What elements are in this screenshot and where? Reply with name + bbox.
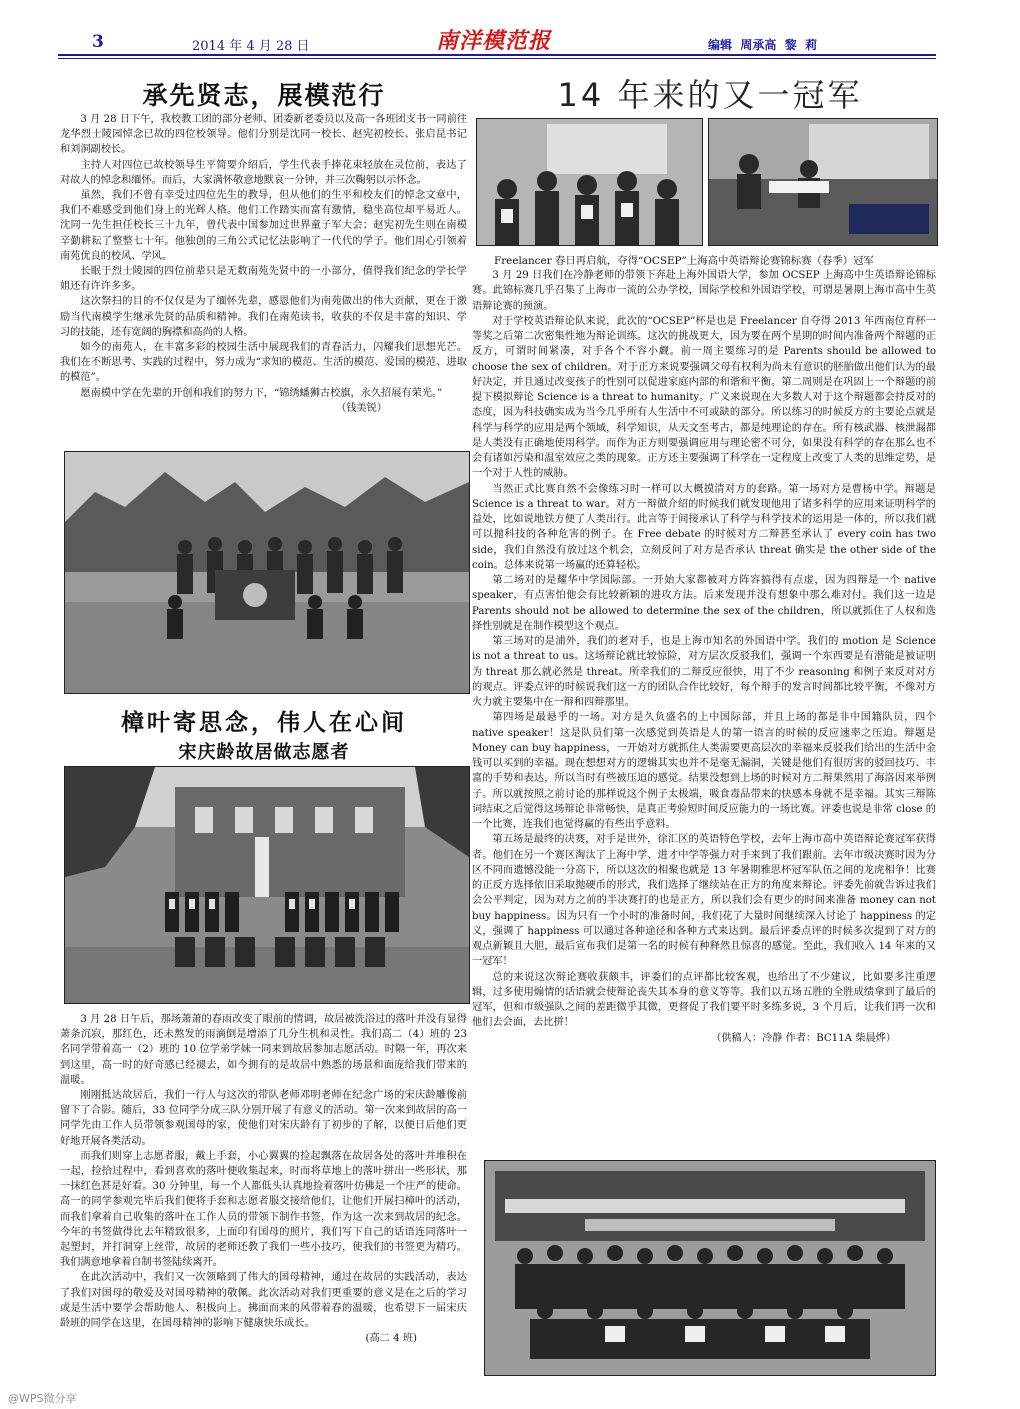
- article1-paragraph: 虽然，我们不曾有幸受过四位先生的教导，但从他们的生平和校友们的悼念文章中，我们不难感受到他们身上的光辉人格。他们工作踏实而富有激情，稳坐高位却平易近人。沈同一先生担任校长三十九年，曾代表中国参加过世界童子军大会；赵宪初先生则在南模辛勤耕耘了整整七十年。他独创的三角公式记忆法影响了一代代的学子。他们用心引领着南苑优良的校风、学风。: [60, 190, 467, 262]
- article3-paragraph: 总的来说这次辩论赛收获颇丰，评委们的点评都比较客观，也给出了不少建议，比如要多注重逻辑，过多使用煽情的话语就会使辩论丧失其本身的意义等等。我们以五场五胜的全胜成绩拿到了最后的冠军，但和市级强队之间的差距微乎其微，更督促了我们要平时多练多说，3 个月后，让我们再一次和他们去会面，去比拼！: [472, 971, 936, 1029]
- debate-chairperson-photo: [708, 118, 938, 246]
- article3-title: 14 年来的又一冠军: [557, 76, 863, 114]
- article2-paragraph: 而我们则穿上志愿者服，戴上手套，小心翼翼的捡起飘落在故居各处的落叶并堆积在一起，捡拾过程中，看到喜欢的落叶便收集起来，时而将草地上的落叶拼出一些形状，那一抹红色甚是好看。30 分钟里，每一个人都低头认真地捡着落叶仿佛是一个庄严的使命。高一的同学参观完毕后我们便将手套和志愿者服交接给他们，让他们开展扫樟叶的活动，而我们拿着自己收集的落叶在工作人员的带领下制作书签，作为这一次来到故居的纪念。今年的书签做得比去年精致很多，上面印有国母的照片，我们写下自己的话语连同落叶一起塑封，并打洞穿上丝带，故居的老师还教了我们一些小技巧，使我们的书签更为精巧。我们满意地拿着自制书签陆续离开。: [60, 1150, 467, 1269]
- article2-paragraph: 3 月 28 日午后，那场萧萧的春雨改变了眼前的情调，故居被洗浴过的落叶并没有显得萧条沉寂，那红色，还未熬发的雨滴倒是增添了几分生机和灵性。我们高二（4）班的 23 名同学带着高一（2）班的 10 位学弟学妹一同来到故居参加志愿活动。时隔一年，再次来到这里，高一时的好奇感已经褪去，如今拥有的是故居中熟悉的场景和面庞给我们带来的温暖。: [60, 1014, 467, 1086]
- issue-date: 2014 年 4 月 28 日: [192, 39, 310, 54]
- masthead-logo: 南洋模范报: [436, 29, 552, 54]
- article2-signature: (高二 4 班): [365, 1333, 417, 1345]
- article1-paragraph: 主持人对四位已故校领导生平简要介绍后，学生代表手捧花束轻放在灵位前，表达了对故人的悼念和缅怀。而后，大家满怀敬意地默哀一分钟，并三次鞠躬以示怀念。: [60, 159, 467, 186]
- article3-body: [472, 268, 936, 1046]
- article2-subtitle: 宋庆龄故居做志愿者: [178, 742, 350, 763]
- editor-credit: 编辑 周承高 黎 莉: [708, 38, 818, 52]
- article1-paragraph: 如今的南苑人，在丰富多彩的校园生活中展现我们的青春活力，闪耀我们思想光芒。我们在不断思考、实践的过程中，努力成为“求知的模范、生活的模范、爱国的模范、进取的模范”。: [60, 342, 467, 384]
- article1-paragraph: 3 月 28 日下午，我校教工团的部分老师、团委新老委员以及高一各班团支书一同前往龙华烈士陵园悼念已故的四位校领导。他们分别是沈同一校长、赵宪初校长、张启昆书记和刘洞副校长。: [60, 114, 467, 156]
- article2-paragraph: 在此次活动中，我们又一次领略到了伟大的国母精神，通过在故居的实践活动，表达了我们对国母的敬爱及对国母精神的敬佩。此次活动对我们更重要的意义是在之后的学习或是生活中要学会帮助他人、积极向上。拂面而来的风带着春的温暖，也希望下一届宋庆龄班的同学在这里，在国母精神的影响下健康快乐成长。: [60, 1272, 467, 1330]
- article3-photo-caption: Freelancer 春日再启航，夺得“OCSEP”上海高中英语辩论赛锦标赛（春季）冠军: [494, 255, 874, 267]
- article2-body: [60, 1012, 467, 1346]
- article3-paragraph: 3 月 29 日我们在冷静老师的带领下奔赴上海外国语大学，参加 OCSEP 上海高中生英语辩论锦标赛。此锦标赛几乎召集了上海市一流的公办学校，国际学校和外国语学校，可谓是暑期上海市高中生英语辩论赛的预演。: [472, 270, 936, 312]
- article3-paragraph: 第三场对的是浦外，我们的老对手，也是上海市知名的外国语中学。我们的 motion 是 Science is not a threat to us。这场辩论就比较惊险，对方层次反驳我们，强调一个东西要是有潜能是被证明为 threat 那么就必然是 threat。所幸我们的二辩反应很快，用了不少 reasoning 和例子来反对对方的观点。评委点评的时候说我们这一方的团队合作比较好，每个辩手的发言时间都比较平衡，不像对方火力就主要集中在一辩和四辩那里。: [472, 636, 936, 708]
- article3-paragraph: 第二场对的是耀华中学国际部。一开始大家都被对方阵容搞得有点虚，因为四辩是一个 native speaker，有点害怕他会有比较新颖的进攻方法。后来发现并没有想象中那么难对付。我们这一边是 Parents should not be allowed to determine the sex of the children，所以就抓住了人权和选择性别就是在制作模型这个观点。: [472, 575, 936, 632]
- header-rule: [58, 54, 936, 56]
- residence-group-photo: [64, 766, 470, 1004]
- article1-paragraph: 愿南模中学在先辈的开创和我们的努力下，“锦绣蟠狮古校旗，永久招展有荣光。”: [80, 387, 443, 399]
- article2-paragraph: 刚刚抵达故居后，我们一行人与这次的带队老师邓明老师在纪念广场的宋庆龄雕像前留下了合影。随后，33 位同学分成三队分别开展了有意义的活动。第一次来到故居的高一同学先由工作人员带领参观国母的家，使他们对宋庆龄有了初步的了解，以便日后他们更好地开展各类活动。: [60, 1090, 467, 1147]
- article1-title: 承先贤志，展模范行: [142, 81, 386, 110]
- wps-watermark: @WPS微分享: [8, 1392, 77, 1405]
- article3-paragraph: 第四场是最悬乎的一场。对方是久负盛名的上中国际部，并且上场的都是非中国籍队员，四个 native speaker！这是队员们第一次感觉到英语是人的第一语言的时候的反应速率之压迫。辩题是 Money can buy happiness，一开始对方就抓住人类需要更高层次的幸福来反驳我们给出的生活中金钱可以买到的幸福。现在想想对方的逻辑其实也并不是毫无漏洞，关键是他们有很厉害的驳回技巧、丰富的手势和表达，所以当时有些被压迫的感觉。结果没想到上场的时候对方二辩果然用了海洛因来举例子。所以就按照之前讨论的那样说这个例子太极端，吸食毒品带来的快感本身就不是幸福。其实三辩陈词结束之后觉得这场辩论非常畅快，是真正考验短时间反应能力的一场比赛。评委也说是非常 close 的一个比赛，连我们也觉得赢的有些出乎意料。: [472, 712, 936, 830]
- article3-paragraph: 第五场是最终的决赛，对手是世外，徐汇区的英语特色学校，去年上海市高中英语辩论赛冠军获得者。他们在另一个赛区淘汰了上海中学、进才中学等强力对手来到了我们跟前。去年市级决赛时因为分区不同而遗憾没能一分高下，所以这次的相聚也就是 13 年暑期雅思杯冠军队伍之间的龙虎相争！比赛的正反方选择依旧采取抛硬币的形式，我们选择了继续站在正方的角度来辩论。评委先前就告诉过我们会公平判定，因为对方之前的半决赛打的也是正方，所以我们会有更少的时间来准备 money can not buy happiness。因为只有一个小时的准备时间，我们花了大量时间继续深入讨论了 happiness 的定义，强调了 happiness 可以通过各种途径和各种方式来达到。最后评委点评的时候多次提到了对方的观点新颖且大胆，最后宣布我们是第一名的时候有种释然且惊喜的感觉。至此，我们收入 14 年来的又一冠军！: [472, 834, 936, 968]
- header-rule-thin: [58, 58, 936, 59]
- article1-paragraph: 这次祭扫的目的不仅仅是为了缅怀先辈，感恩他们为南苑做出的伟大贡献，更在于激励当代南模学生继承先贤的品质和精神。我们在南苑读书，收获的不仅是丰富的知识、学习的技能，还有宽阔的胸襟和高尚的人格。: [60, 296, 467, 338]
- cemetery-group-photo: [64, 451, 470, 694]
- page-header: [58, 30, 936, 54]
- article3-paragraph: 对于学校英语辩论队来说，此次的“OCSEP”杯是也是 Freelancer 自夺得 2013 年西南位育杯一等奖之后第二次密集性地为辩论训练。这次的挑战更大，因为要在两个星期的时间内准备两个辩题的正反方，可谓时间紧凑，对手各个不容小觑。前一周主要练习的是 Parents should be allowed to choose the sex of children。对于正方来说要强调父母有权利为尚未有意识的胚胎做出他们认为的最好决定，并且通过改变孩子的性别可以促进家庭内部的和谐和平衡。第二周则是在巩固上一个辩题的前提下模拟辩论 Science is a threat to humanity。广义来说现在大多数人对于这个辩题都会持反对的态度，因为科技确实成为当今几乎所有人生活中不可或缺的部分。所以练习的时候反方的主要论点就是科学与科学的应用是两个领域，科学知识，从天文至考古，都是纯理论的存在。所有核武器、核泄漏都是人类没有正确地使用科学。而作为正方则要强调应用与理论密不可分，如果没有科学的存在那么也不会有诸如污染和温室效应之类的现象。正方还主要强调了科学在一定程度上改变了人类的思维定势，是一个对于人性的威胁。: [472, 315, 936, 480]
- tournament-group-photo: [484, 1160, 936, 1376]
- page-number: 3: [92, 32, 104, 52]
- article1-paragraph: 长眠于烈士陵园的四位前辈只是无数南苑先贤中的一小部分，值得我们纪念的学长学姐还有许许多多。: [60, 266, 467, 293]
- article1-body: [60, 112, 467, 416]
- article1-signature: （钱美锐）: [336, 402, 387, 414]
- article3-paragraph: 当然正式比赛自然不会像练习时一样可以大概摸清对方的套路。第一场对方是曹杨中学。辩题是 Science is a threat to war。对方一辩做介绍的时候我们就发现他用了诸多科学的应用来证明科学的益处，比如说地铁方便了人类出行。此言等于间接承认了科学与科学技术的运用是一体的，所以我们就可以抛科技的各种危害的例子。在 Free debate 的时候对方二辩甚至承认了 every coin has two side，我们自然没有放过这个机会，立刻反问了对方是否承认 threat 确实是 the other side of the coin。总体来说第一场赢的还算轻松。: [472, 483, 936, 571]
- article2-title: 樟叶寄思念，伟人在心间: [121, 710, 407, 736]
- debate-team-photo: [476, 118, 703, 246]
- article3-signature: （供稿人：冷静 作者：BC11A 柴晨烨）: [711, 1032, 896, 1044]
